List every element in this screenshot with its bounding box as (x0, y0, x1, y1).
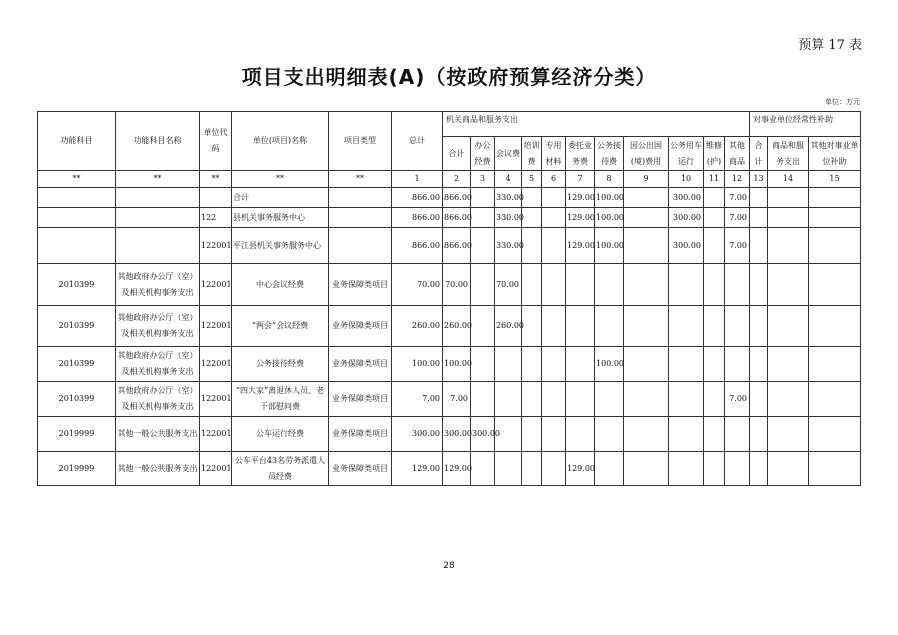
index-cell: 1 (392, 171, 443, 188)
table-cell (329, 228, 392, 264)
table-cell (809, 417, 861, 452)
table-cell (329, 188, 392, 208)
table-cell: 122001 (200, 306, 232, 347)
table-cell: 70.00 (392, 264, 443, 306)
table-cell: 业务保障类项目 (329, 347, 392, 382)
table-cell: 70.00 (495, 264, 522, 306)
table-cell: 业务保障类项目 (329, 306, 392, 347)
table-cell: 300.00 (669, 228, 704, 264)
table-cell (624, 264, 669, 306)
table-cell (566, 347, 595, 382)
table-cell (809, 452, 861, 486)
table-cell (522, 347, 542, 382)
index-cell: 9 (624, 171, 669, 188)
index-cell: ** (38, 171, 116, 188)
index-cell: 11 (704, 171, 725, 188)
table-row (38, 382, 861, 417)
header-unit-code: 单位代码 (200, 112, 232, 171)
table-cell: 129.00 (443, 452, 471, 486)
table-cell (116, 228, 200, 264)
table-cell (624, 228, 669, 264)
sub-header-cell: 公务接待费 (595, 137, 624, 171)
index-cell: 13 (750, 171, 768, 188)
table-cell (38, 228, 116, 264)
table-cell (471, 382, 495, 417)
table-cell (542, 382, 566, 417)
header-func-code: 功能科目 (38, 112, 116, 171)
table-cell: 7.00 (443, 382, 471, 417)
table-number-label: 预算 17 表 (798, 38, 862, 53)
table-cell (704, 347, 725, 382)
table-cell (624, 347, 669, 382)
table-cell: 公车平台43名劳务派遣人员经费 (232, 452, 329, 486)
table-cell: 866.00 (443, 228, 471, 264)
table-cell (624, 188, 669, 208)
table-cell: 业务保障类项目 (329, 382, 392, 417)
table-cell: 2010399 (38, 382, 116, 417)
table-cell (542, 228, 566, 264)
table-cell: 7.00 (725, 228, 750, 264)
table-cell (809, 228, 861, 264)
table-cell: 122001 (200, 382, 232, 417)
sub-header-cell: 因公出国(境)费用 (624, 137, 669, 171)
table-cell (669, 382, 704, 417)
index-cell: 10 (669, 171, 704, 188)
table-cell (704, 208, 725, 228)
table-cell (200, 188, 232, 208)
table-cell: 866.00 (392, 188, 443, 208)
index-cell: 6 (542, 171, 566, 188)
table-cell (116, 208, 200, 228)
table-cell (522, 228, 542, 264)
table-cell (704, 264, 725, 306)
table-cell (522, 452, 542, 486)
table-cell: 其他政府办公厅（室）及相关机构事务支出 (116, 264, 200, 306)
sub-header-cell: 合计 (443, 137, 471, 171)
table-cell: 中心会议经费 (232, 264, 329, 306)
sub-header-cell: 办公经费 (471, 137, 495, 171)
table-cell: 300.00 (471, 417, 495, 452)
table-cell: 122 (200, 208, 232, 228)
table-cell (595, 306, 624, 347)
index-cell: 15 (809, 171, 861, 188)
table-cell (750, 417, 768, 452)
sub-header-cell: 合计 (750, 137, 768, 171)
table-cell: 330.00 (495, 228, 522, 264)
table-cell (566, 264, 595, 306)
table-cell (768, 347, 809, 382)
table-cell (542, 347, 566, 382)
table-cell: 129.00 (566, 208, 595, 228)
table-cell (542, 188, 566, 208)
index-cell: ** (232, 171, 329, 188)
header-total: 总计 (392, 112, 443, 171)
table-cell: 公车运行经费 (232, 417, 329, 452)
table-cell: 866.00 (443, 208, 471, 228)
table-cell: 县机关事务服务中心 (232, 208, 329, 228)
table-cell: 业务保障类项目 (329, 264, 392, 306)
header-index-row (38, 171, 861, 188)
table-cell (669, 306, 704, 347)
table-cell (750, 382, 768, 417)
table-cell (595, 452, 624, 486)
table-cell: 其他政府办公厅（室）及相关机构事务支出 (116, 382, 200, 417)
table-cell: 公务接待经费 (232, 347, 329, 382)
index-cell: 14 (768, 171, 809, 188)
table-cell (669, 347, 704, 382)
table-cell (725, 306, 750, 347)
table-cell (38, 208, 116, 228)
table-cell: 70.00 (443, 264, 471, 306)
table-cell (495, 452, 522, 486)
sub-header-cell: 委托业务费 (566, 137, 595, 171)
table-cell (725, 347, 750, 382)
table-cell (522, 417, 542, 452)
table-cell: 129.00 (392, 452, 443, 486)
table-cell (768, 228, 809, 264)
table-cell (566, 417, 595, 452)
header-unit-name: 单位(项目)名称 (232, 112, 329, 171)
index-cell: ** (329, 171, 392, 188)
page-title: 项目支出明细表(A)（按政府预算经济分类） (241, 65, 657, 89)
table-cell: 300.00 (669, 208, 704, 228)
table-cell (542, 452, 566, 486)
table-cell: 合计 (232, 188, 329, 208)
table-cell: 100.00 (595, 188, 624, 208)
table-cell (495, 347, 522, 382)
table-cell (768, 452, 809, 486)
index-cell: 8 (595, 171, 624, 188)
sub-header-cell: 培训费 (522, 137, 542, 171)
table-cell: 2019999 (38, 417, 116, 452)
table-cell (542, 264, 566, 306)
table-cell: 129.00 (566, 188, 595, 208)
table-cell (809, 382, 861, 417)
table-cell (704, 417, 725, 452)
table-cell: 7.00 (725, 188, 750, 208)
table-cell: 100.00 (392, 347, 443, 382)
header-func-name: 功能科目名称 (116, 112, 200, 171)
table-cell (809, 347, 861, 382)
table-cell: 300.00 (392, 417, 443, 452)
table-cell (809, 208, 861, 228)
table-row (38, 228, 861, 264)
table-cell: 100.00 (595, 347, 624, 382)
table-row (38, 264, 861, 306)
table-cell: 300.00 (443, 417, 471, 452)
table-cell: 2010399 (38, 347, 116, 382)
table-cell: 122001 (200, 264, 232, 306)
expenditure-table (37, 111, 861, 486)
table-cell: 7.00 (725, 208, 750, 228)
header-row-1 (38, 112, 861, 137)
table-cell: 7.00 (392, 382, 443, 417)
sub-header-cell: 会议费 (495, 137, 522, 171)
table-cell (595, 382, 624, 417)
table-cell (624, 417, 669, 452)
table-cell: 122001 (200, 452, 232, 486)
table-cell: 100.00 (595, 208, 624, 228)
table-cell: 866.00 (392, 208, 443, 228)
table-cell (704, 452, 725, 486)
table-cell: 122001 (200, 417, 232, 452)
table-cell: 2010399 (38, 264, 116, 306)
table-cell (566, 306, 595, 347)
table-cell: 260.00 (392, 306, 443, 347)
table-cell (495, 382, 522, 417)
table-cell: 260.00 (443, 306, 471, 347)
table-cell (768, 382, 809, 417)
table-cell (704, 228, 725, 264)
table-cell: 129.00 (566, 452, 595, 486)
header-group-subsidy: 对事业单位经常性补助 (750, 112, 861, 137)
sub-header-cell: 其他商品 (725, 137, 750, 171)
index-cell: 5 (522, 171, 542, 188)
index-cell: ** (116, 171, 200, 188)
index-cell: 4 (495, 171, 522, 188)
table-cell: 122001 (200, 228, 232, 264)
table-cell (471, 208, 495, 228)
table-cell (38, 188, 116, 208)
table-cell (329, 208, 392, 228)
table-cell (624, 208, 669, 228)
table-row (38, 188, 861, 208)
table-cell: 260.00 (495, 306, 522, 347)
table-cell (725, 264, 750, 306)
table-cell (624, 382, 669, 417)
table-cell (542, 417, 566, 452)
table-cell: 平江县机关事务服务中心 (232, 228, 329, 264)
table-cell: 100.00 (443, 347, 471, 382)
table-cell (522, 208, 542, 228)
table-cell: 300.00 (669, 188, 704, 208)
table-row (38, 306, 861, 347)
table-cell: 866.00 (443, 188, 471, 208)
table-row (38, 417, 861, 452)
index-cell: 12 (725, 171, 750, 188)
table-cell (750, 228, 768, 264)
table-cell (522, 382, 542, 417)
sub-header-cell: 商品和服务支出 (768, 137, 809, 171)
table-cell (624, 306, 669, 347)
table-cell (725, 417, 750, 452)
table-row (38, 452, 861, 486)
header-project-type: 项目类型 (329, 112, 392, 171)
index-cell: 7 (566, 171, 595, 188)
table-cell (522, 188, 542, 208)
table-cell: 100.00 (595, 228, 624, 264)
index-cell: 2 (443, 171, 471, 188)
table-cell (704, 188, 725, 208)
table-cell (809, 306, 861, 347)
table-cell (768, 208, 809, 228)
table-cell: 129.00 (566, 228, 595, 264)
table-cell: “两会”会议经费 (232, 306, 329, 347)
table-cell (768, 188, 809, 208)
table-cell (669, 452, 704, 486)
table-cell (768, 417, 809, 452)
table-cell (566, 382, 595, 417)
table-cell: 其他一般公共服务支出 (116, 452, 200, 486)
table-cell (595, 417, 624, 452)
table-cell (471, 264, 495, 306)
table-cell (471, 452, 495, 486)
header-group-org-expense: 机关商品和服务支出 (443, 112, 750, 137)
sub-header-cell: 其他对事业单位补助 (809, 137, 861, 171)
table-cell (624, 452, 669, 486)
table-cell: 其他政府办公厅（室）及相关机构事务支出 (116, 347, 200, 382)
sub-header-cell: 公务用车运行 (669, 137, 704, 171)
table-cell (725, 452, 750, 486)
table-cell (669, 417, 704, 452)
table-cell (471, 306, 495, 347)
table-cell (669, 264, 704, 306)
table-cell (542, 306, 566, 347)
table-cell (750, 208, 768, 228)
table-cell (542, 208, 566, 228)
table-cell (750, 264, 768, 306)
table-cell: 其他政府办公厅（室）及相关机构事务支出 (116, 306, 200, 347)
table-cell (471, 228, 495, 264)
table-cell (116, 188, 200, 208)
table-cell: 866.00 (392, 228, 443, 264)
table-cell (704, 382, 725, 417)
table-cell (750, 347, 768, 382)
table-cell: 业务保障类项目 (329, 417, 392, 452)
table-cell: 330.00 (495, 188, 522, 208)
table-cell (471, 347, 495, 382)
table-cell (750, 188, 768, 208)
table-cell (809, 264, 861, 306)
table-cell: 330.00 (495, 208, 522, 228)
table-cell (768, 306, 809, 347)
table-cell (750, 306, 768, 347)
table-cell (595, 264, 624, 306)
table-cell (750, 452, 768, 486)
index-cell: ** (200, 171, 232, 188)
table-cell: 业务保障类项目 (329, 452, 392, 486)
table-cell: 2019999 (38, 452, 116, 486)
unit-label: 单位：万元 (825, 98, 860, 106)
table-cell (809, 188, 861, 208)
table-cell: 7.00 (725, 382, 750, 417)
table-row (38, 208, 861, 228)
table-row (38, 347, 861, 382)
table-cell (704, 306, 725, 347)
table-cell: 2010399 (38, 306, 116, 347)
table-cell: “四大家”离退休人员、老干部慰问费 (232, 382, 329, 417)
table-cell (768, 264, 809, 306)
table-cell: 122001 (200, 347, 232, 382)
sub-header-cell: 维修(护) (704, 137, 725, 171)
sub-header-cell: 专用材料 (542, 137, 566, 171)
table-cell (522, 306, 542, 347)
index-cell: 3 (471, 171, 495, 188)
table-cell: 其他一般公共服务支出 (116, 417, 200, 452)
table-cell (471, 188, 495, 208)
table-cell (522, 264, 542, 306)
page-number: 28 (443, 561, 455, 571)
